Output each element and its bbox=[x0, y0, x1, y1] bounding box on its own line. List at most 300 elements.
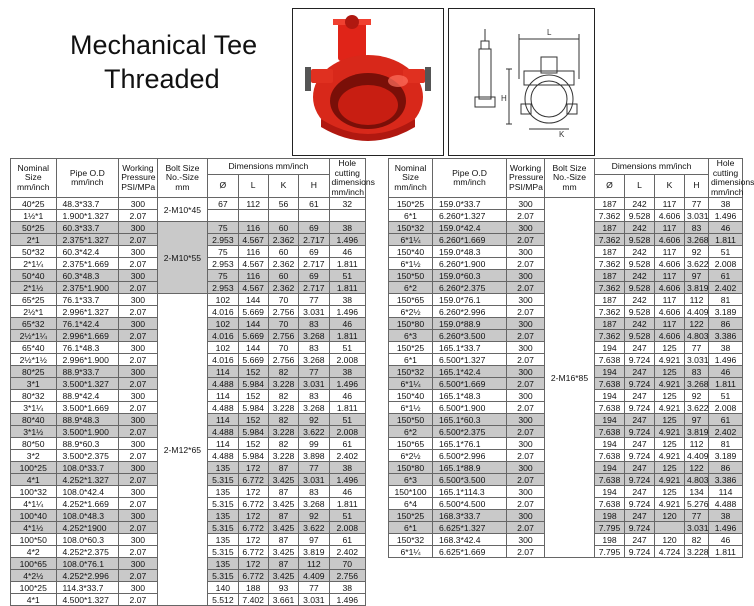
table-row bbox=[11, 294, 366, 306]
hole-cutting-cell bbox=[329, 210, 365, 222]
nominal-size-cell: 65*40 bbox=[11, 342, 57, 354]
dim-h-cell: 69 bbox=[299, 246, 329, 258]
dim-phi-cell: 194 bbox=[595, 366, 625, 378]
working-pressure-cell: 2.07 bbox=[507, 234, 545, 246]
dim-phi-cell: 187 bbox=[595, 246, 625, 258]
dim-k-cell: 87 bbox=[268, 486, 298, 498]
hole-cutting-cell: 38 bbox=[329, 366, 365, 378]
pipe-od-cell: 165.1*88.9 bbox=[433, 462, 507, 474]
bolt-size-cell: 2-M12*65 bbox=[157, 294, 208, 606]
dim-l-cell: 112 bbox=[238, 198, 268, 210]
working-pressure-cell: 2.07 bbox=[507, 450, 545, 462]
pipe-od-cell: 6.500*1.900 bbox=[433, 402, 507, 414]
dim-h-cell: 3.898 bbox=[299, 450, 329, 462]
nominal-size-cell: 150*40 bbox=[389, 246, 433, 258]
working-pressure-cell: 2.07 bbox=[507, 282, 545, 294]
hole-cutting-cell: 1.496 bbox=[329, 594, 365, 606]
label-l: L bbox=[547, 28, 552, 37]
pipe-od-cell: 165.1*114.3 bbox=[433, 486, 507, 498]
hole-cutting-cell: 1.496 bbox=[329, 474, 365, 486]
dim-phi-cell: 198 bbox=[595, 510, 625, 522]
working-pressure-cell: 300 bbox=[119, 486, 157, 498]
pipe-od-cell: 60.3*42.4 bbox=[56, 246, 119, 258]
dim-k-cell: 2.362 bbox=[268, 234, 298, 246]
nominal-size-cell: 100*50 bbox=[11, 534, 57, 546]
dim-phi-cell: 4.488 bbox=[208, 402, 238, 414]
spec-table-right bbox=[388, 158, 754, 558]
dim-l-cell bbox=[238, 210, 268, 222]
pipe-od-cell: 108.0*42.4 bbox=[56, 486, 119, 498]
dim-h-cell: 112 bbox=[299, 558, 329, 570]
working-pressure-cell: 2.07 bbox=[507, 522, 545, 534]
hole-cutting-cell: 70 bbox=[329, 558, 365, 570]
working-pressure-cell: 2.07 bbox=[507, 330, 545, 342]
working-pressure-cell: 300 bbox=[507, 342, 545, 354]
pipe-od-cell: 6.500*1.327 bbox=[433, 354, 507, 366]
dim-l-cell: 6.772 bbox=[238, 522, 268, 534]
nominal-size-cell: 50*25 bbox=[11, 222, 57, 234]
hole-cutting-cell: 38 bbox=[329, 462, 365, 474]
pipe-od-cell: 48.3*33.7 bbox=[56, 198, 119, 210]
dim-l-cell: 9.724 bbox=[625, 546, 655, 558]
dim-l-cell: 242 bbox=[625, 222, 655, 234]
dim-l-cell: 9.528 bbox=[625, 282, 655, 294]
working-pressure-cell: 300 bbox=[119, 366, 157, 378]
pipe-od-cell: 6.625*1.669 bbox=[433, 546, 507, 558]
working-pressure-cell: 300 bbox=[507, 510, 545, 522]
dim-l-cell: 247 bbox=[625, 486, 655, 498]
pipe-od-cell: 2.996*1.900 bbox=[56, 354, 119, 366]
working-pressure-cell: 2.07 bbox=[507, 426, 545, 438]
hole-cutting-cell: 1.496 bbox=[709, 210, 743, 222]
dim-h-cell: 2.717 bbox=[299, 258, 329, 270]
hole-cutting-cell: 51 bbox=[709, 246, 743, 258]
dim-k-cell: 3.425 bbox=[268, 522, 298, 534]
header-dimensions: Dimensions mm/inch bbox=[595, 159, 709, 175]
hole-cutting-cell: 51 bbox=[329, 270, 365, 282]
hole-cutting-cell: 2.008 bbox=[329, 522, 365, 534]
dim-k-cell: 87 bbox=[268, 462, 298, 474]
dim-k-cell: 82 bbox=[268, 414, 298, 426]
header-hole-cutting: Hole cutting dimensions mm/inch bbox=[329, 159, 365, 198]
dim-h-cell: 4.409 bbox=[685, 306, 709, 318]
nominal-size-cell: 150*32 bbox=[389, 534, 433, 546]
pipe-od-cell: 165.1*48.3 bbox=[433, 390, 507, 402]
dim-l-cell: 9.724 bbox=[625, 354, 655, 366]
dim-phi-cell: 4.016 bbox=[208, 330, 238, 342]
pipe-od-cell: 6.260*1.669 bbox=[433, 234, 507, 246]
dim-l-cell: 6.772 bbox=[238, 570, 268, 582]
dim-l-cell: 172 bbox=[238, 558, 268, 570]
dim-h-cell: 3.031 bbox=[299, 306, 329, 318]
hole-cutting-cell: 1.496 bbox=[329, 378, 365, 390]
dim-l-cell: 152 bbox=[238, 414, 268, 426]
pipe-od-cell: 168.3*42.4 bbox=[433, 534, 507, 546]
nominal-size-cell: 80*50 bbox=[11, 438, 57, 450]
dim-k-cell: 4.606 bbox=[655, 330, 685, 342]
pipe-od-cell: 6.500*2.996 bbox=[433, 450, 507, 462]
dim-h-cell: 3.819 bbox=[299, 546, 329, 558]
dim-l-cell: 247 bbox=[625, 462, 655, 474]
hole-cutting-cell: 2.756 bbox=[329, 570, 365, 582]
dim-k-cell: 2.756 bbox=[268, 330, 298, 342]
dim-k-cell: 3.228 bbox=[268, 378, 298, 390]
hole-cutting-cell: 1.811 bbox=[329, 258, 365, 270]
working-pressure-cell: 300 bbox=[507, 534, 545, 546]
dim-k-cell: 125 bbox=[655, 390, 685, 402]
nominal-size-cell: 2½*1 bbox=[11, 306, 57, 318]
dim-h-cell: 3.622 bbox=[299, 426, 329, 438]
dim-l-cell: 9.528 bbox=[625, 234, 655, 246]
dim-k-cell: 3.228 bbox=[268, 426, 298, 438]
dim-l-cell: 242 bbox=[625, 294, 655, 306]
dim-phi-cell: 67 bbox=[208, 198, 238, 210]
header-dimensions: Dimensions mm/inch bbox=[208, 159, 329, 175]
hole-cutting-cell: 1.811 bbox=[329, 402, 365, 414]
nominal-size-cell: 150*25 bbox=[389, 342, 433, 354]
dim-l-cell: 247 bbox=[625, 438, 655, 450]
working-pressure-cell: 300 bbox=[119, 294, 157, 306]
dim-h-cell: 4.409 bbox=[299, 570, 329, 582]
hole-cutting-cell: 86 bbox=[709, 462, 743, 474]
pipe-od-cell: 6.260*1.327 bbox=[433, 210, 507, 222]
dim-phi-cell bbox=[208, 210, 238, 222]
dim-h-cell: 2.717 bbox=[299, 234, 329, 246]
pipe-od-cell: 168.3*33.7 bbox=[433, 510, 507, 522]
hole-cutting-cell: 51 bbox=[329, 510, 365, 522]
dim-k-cell: 82 bbox=[268, 390, 298, 402]
working-pressure-cell: 2.07 bbox=[119, 306, 157, 318]
nominal-size-cell: 6*1 bbox=[389, 522, 433, 534]
hole-cutting-cell: 81 bbox=[709, 438, 743, 450]
nominal-size-cell: 4*2½ bbox=[11, 570, 57, 582]
dim-phi-cell: 7.638 bbox=[595, 426, 625, 438]
nominal-size-cell: 3*2 bbox=[11, 450, 57, 462]
dim-phi-cell: 7.362 bbox=[595, 282, 625, 294]
dim-phi-cell: 2.953 bbox=[208, 282, 238, 294]
working-pressure-cell: 300 bbox=[507, 222, 545, 234]
dim-h-cell: 77 bbox=[299, 366, 329, 378]
working-pressure-cell: 2.07 bbox=[119, 258, 157, 270]
dim-phi-cell: 4.488 bbox=[208, 450, 238, 462]
dim-l-cell: 247 bbox=[625, 510, 655, 522]
dim-phi-cell: 5.315 bbox=[208, 474, 238, 486]
header-l: L bbox=[625, 174, 655, 197]
working-pressure-cell: 2.07 bbox=[119, 570, 157, 582]
header-phi: Ø bbox=[595, 174, 625, 197]
nominal-size-cell: 150*50 bbox=[389, 270, 433, 282]
header-pipe-od: Pipe O.D mm/inch bbox=[56, 159, 119, 198]
pipe-od-cell: 76.1*33.7 bbox=[56, 294, 119, 306]
header-bolt-size: Bolt Size No.-Size mm bbox=[157, 159, 208, 198]
working-pressure-cell: 2.07 bbox=[119, 354, 157, 366]
working-pressure-cell: 300 bbox=[507, 438, 545, 450]
working-pressure-cell: 300 bbox=[119, 222, 157, 234]
dim-k-cell: 60 bbox=[268, 270, 298, 282]
pipe-od-cell: 76.1*42.4 bbox=[56, 318, 119, 330]
dim-phi-cell: 135 bbox=[208, 558, 238, 570]
pipe-od-cell: 2.375*1.669 bbox=[56, 258, 119, 270]
header-nominal-size: Nominal Size mm/inch bbox=[11, 159, 57, 198]
dim-h-cell: 92 bbox=[685, 390, 709, 402]
dim-phi-cell: 194 bbox=[595, 342, 625, 354]
pipe-od-cell: 6.260*1.900 bbox=[433, 258, 507, 270]
pipe-od-cell: 88.9*48.3 bbox=[56, 414, 119, 426]
nominal-size-cell: 100*40 bbox=[11, 510, 57, 522]
hole-cutting-cell: 1.496 bbox=[329, 306, 365, 318]
dim-k-cell: 4.921 bbox=[655, 450, 685, 462]
pipe-od-cell: 88.9*33.7 bbox=[56, 366, 119, 378]
dim-l-cell: 5.984 bbox=[238, 426, 268, 438]
dim-k-cell: 4.921 bbox=[655, 474, 685, 486]
dim-k-cell: 117 bbox=[655, 198, 685, 210]
working-pressure-cell: 300 bbox=[507, 462, 545, 474]
working-pressure-cell: 2.07 bbox=[507, 474, 545, 486]
bolt-size-cell: 2-M10*45 bbox=[157, 198, 208, 222]
dim-l-cell: 4.567 bbox=[238, 234, 268, 246]
dim-phi-cell: 4.016 bbox=[208, 306, 238, 318]
dim-k-cell: 4.724 bbox=[655, 546, 685, 558]
nominal-size-cell: 2½*1¼ bbox=[11, 330, 57, 342]
working-pressure-cell: 300 bbox=[119, 246, 157, 258]
header-working-pressure: Working Pressure PSI/MPa bbox=[119, 159, 157, 198]
dim-k-cell: 117 bbox=[655, 246, 685, 258]
hole-cutting-cell: 1.496 bbox=[329, 234, 365, 246]
dim-phi-cell: 187 bbox=[595, 294, 625, 306]
hole-cutting-cell: 2.402 bbox=[329, 450, 365, 462]
pipe-od-cell: 4.252*1900 bbox=[56, 522, 119, 534]
hole-cutting-cell: 2.402 bbox=[709, 282, 743, 294]
hole-cutting-cell: 51 bbox=[329, 414, 365, 426]
dim-h-cell: 69 bbox=[299, 222, 329, 234]
pipe-od-cell: 88.9*60.3 bbox=[56, 438, 119, 450]
working-pressure-cell: 300 bbox=[119, 510, 157, 522]
dim-h-cell: 83 bbox=[299, 318, 329, 330]
dim-l-cell: 9.724 bbox=[625, 426, 655, 438]
working-pressure-cell: 2.07 bbox=[507, 498, 545, 510]
dim-h-cell: 83 bbox=[685, 366, 709, 378]
dim-h-cell: 97 bbox=[685, 270, 709, 282]
dim-h-cell: 3.031 bbox=[299, 378, 329, 390]
nominal-size-cell: 4*1¼ bbox=[11, 498, 57, 510]
hole-cutting-cell: 38 bbox=[329, 582, 365, 594]
dim-l-cell: 5.669 bbox=[238, 306, 268, 318]
dim-l-cell: 9.724 bbox=[625, 498, 655, 510]
hole-cutting-cell: 46 bbox=[329, 318, 365, 330]
hole-cutting-cell: 2.008 bbox=[709, 258, 743, 270]
dim-h-cell: 2.717 bbox=[299, 282, 329, 294]
dim-l-cell: 6.772 bbox=[238, 474, 268, 486]
dim-h-cell: 122 bbox=[685, 462, 709, 474]
working-pressure-cell: 300 bbox=[507, 414, 545, 426]
hole-cutting-cell: 32 bbox=[329, 198, 365, 210]
dim-phi-cell: 102 bbox=[208, 294, 238, 306]
dim-k-cell: 125 bbox=[655, 486, 685, 498]
dim-k-cell: 3.228 bbox=[268, 402, 298, 414]
nominal-size-cell: 150*32 bbox=[389, 366, 433, 378]
hole-cutting-cell: 38 bbox=[709, 198, 743, 210]
working-pressure-cell: 300 bbox=[507, 270, 545, 282]
dim-l-cell: 242 bbox=[625, 270, 655, 282]
dim-l-cell: 9.724 bbox=[625, 450, 655, 462]
hole-cutting-cell: 3.386 bbox=[709, 330, 743, 342]
dim-phi-cell: 4.488 bbox=[208, 378, 238, 390]
dim-k-cell: 82 bbox=[268, 366, 298, 378]
nominal-size-cell: 100*25 bbox=[11, 462, 57, 474]
working-pressure-cell: 300 bbox=[507, 318, 545, 330]
hole-cutting-cell: 86 bbox=[709, 318, 743, 330]
technical-drawing bbox=[448, 8, 595, 156]
working-pressure-cell: 300 bbox=[119, 390, 157, 402]
hole-cutting-cell: 81 bbox=[709, 294, 743, 306]
dim-k-cell: 125 bbox=[655, 438, 685, 450]
nominal-size-cell: 6*1¼ bbox=[389, 378, 433, 390]
dim-h-cell: 97 bbox=[299, 534, 329, 546]
working-pressure-cell: 300 bbox=[507, 294, 545, 306]
dim-l-cell: 247 bbox=[625, 390, 655, 402]
working-pressure-cell: 2.07 bbox=[507, 378, 545, 390]
hole-cutting-cell: 2.008 bbox=[709, 402, 743, 414]
hole-cutting-cell: 1.811 bbox=[329, 330, 365, 342]
dim-phi-cell: 7.638 bbox=[595, 354, 625, 366]
hole-cutting-cell: 2.402 bbox=[329, 546, 365, 558]
dim-k-cell: 4.606 bbox=[655, 282, 685, 294]
nominal-size-cell: 50*32 bbox=[11, 246, 57, 258]
nominal-size-cell: 80*25 bbox=[11, 366, 57, 378]
pipe-od-cell: 165.1*33.7 bbox=[433, 342, 507, 354]
dim-h-cell: 92 bbox=[299, 414, 329, 426]
hole-cutting-cell: 38 bbox=[329, 222, 365, 234]
dim-k-cell: 56 bbox=[268, 198, 298, 210]
working-pressure-cell: 300 bbox=[507, 246, 545, 258]
nominal-size-cell: 6*1¼ bbox=[389, 546, 433, 558]
pipe-od-cell: 2.996*1.327 bbox=[56, 306, 119, 318]
dim-l-cell: 9.724 bbox=[625, 402, 655, 414]
dim-h-cell: 83 bbox=[685, 222, 709, 234]
dim-k-cell: 4.606 bbox=[655, 306, 685, 318]
hole-cutting-cell: 46 bbox=[329, 390, 365, 402]
page-title bbox=[70, 28, 290, 96]
nominal-size-cell: 150*100 bbox=[389, 486, 433, 498]
dim-l-cell: 242 bbox=[625, 246, 655, 258]
dim-k-cell: 87 bbox=[268, 558, 298, 570]
pipe-od-cell: 2.996*1.669 bbox=[56, 330, 119, 342]
dim-l-cell: 172 bbox=[238, 486, 268, 498]
header-phi: Ø bbox=[208, 174, 238, 197]
dim-h-cell: 3.031 bbox=[685, 210, 709, 222]
nominal-size-cell: 4*1 bbox=[11, 474, 57, 486]
dim-phi-cell: 7.638 bbox=[595, 474, 625, 486]
hole-cutting-cell: 51 bbox=[329, 342, 365, 354]
dim-k-cell: 120 bbox=[655, 534, 685, 546]
dim-phi-cell: 7.362 bbox=[595, 330, 625, 342]
hole-cutting-cell: 2.402 bbox=[709, 426, 743, 438]
dim-h-cell: 4.803 bbox=[685, 330, 709, 342]
dim-h-cell: 3.268 bbox=[299, 330, 329, 342]
nominal-size-cell: 150*25 bbox=[389, 510, 433, 522]
dim-k-cell: 3.425 bbox=[268, 546, 298, 558]
table-row bbox=[11, 198, 366, 210]
dim-phi-cell: 194 bbox=[595, 390, 625, 402]
nominal-size-cell: 100*65 bbox=[11, 558, 57, 570]
dim-h-cell: 83 bbox=[299, 390, 329, 402]
hole-cutting-cell: 1.811 bbox=[329, 282, 365, 294]
dim-h-cell: 3.031 bbox=[685, 354, 709, 366]
dim-phi-cell: 140 bbox=[208, 582, 238, 594]
dim-l-cell: 152 bbox=[238, 438, 268, 450]
dim-phi-cell: 7.638 bbox=[595, 498, 625, 510]
hole-cutting-cell: 1.811 bbox=[329, 498, 365, 510]
pipe-od-cell: 4.252*1.669 bbox=[56, 498, 119, 510]
dim-l-cell: 247 bbox=[625, 366, 655, 378]
dim-h-cell: 4.803 bbox=[685, 474, 709, 486]
dim-k-cell: 125 bbox=[655, 414, 685, 426]
dim-k-cell: 125 bbox=[655, 366, 685, 378]
working-pressure-cell: 300 bbox=[119, 414, 157, 426]
pipe-od-cell: 4.252*2.996 bbox=[56, 570, 119, 582]
dim-h-cell: 3.268 bbox=[685, 378, 709, 390]
dim-h-cell: 83 bbox=[299, 342, 329, 354]
dim-phi-cell: 7.362 bbox=[595, 258, 625, 270]
dim-phi-cell: 5.315 bbox=[208, 498, 238, 510]
dim-phi-cell: 135 bbox=[208, 462, 238, 474]
working-pressure-cell: 2.07 bbox=[119, 522, 157, 534]
working-pressure-cell: 2.07 bbox=[119, 546, 157, 558]
dim-h-cell: 77 bbox=[299, 294, 329, 306]
dim-h-cell: 77 bbox=[685, 342, 709, 354]
dim-h-cell: 5.276 bbox=[685, 498, 709, 510]
nominal-size-cell: 4*1 bbox=[11, 594, 57, 606]
working-pressure-cell: 300 bbox=[119, 438, 157, 450]
pipe-od-cell: 165.1*60.3 bbox=[433, 414, 507, 426]
dim-h-cell: 3.268 bbox=[299, 354, 329, 366]
dim-phi-cell: 114 bbox=[208, 366, 238, 378]
nominal-size-cell: 100*32 bbox=[11, 486, 57, 498]
nominal-size-cell: 4*2 bbox=[11, 546, 57, 558]
spec-table-left bbox=[10, 158, 375, 606]
dim-l-cell: 188 bbox=[238, 582, 268, 594]
pipe-od-cell: 108.0*76.1 bbox=[56, 558, 119, 570]
dim-h-cell: 99 bbox=[299, 438, 329, 450]
working-pressure-cell: 300 bbox=[507, 486, 545, 498]
pipe-od-cell: 88.9*42.4 bbox=[56, 390, 119, 402]
nominal-size-cell: 40*25 bbox=[11, 198, 57, 210]
dim-l-cell: 9.528 bbox=[625, 330, 655, 342]
pipe-od-cell: 108.0*60.3 bbox=[56, 534, 119, 546]
dim-h-cell: 82 bbox=[685, 534, 709, 546]
mechanical-tee-image bbox=[293, 9, 443, 155]
nominal-size-cell: 6*2½ bbox=[389, 450, 433, 462]
dim-phi-cell: 4.016 bbox=[208, 354, 238, 366]
dim-phi-cell: 4.488 bbox=[208, 426, 238, 438]
working-pressure-cell: 300 bbox=[507, 366, 545, 378]
dim-h-cell: 92 bbox=[685, 246, 709, 258]
dim-h-cell: 77 bbox=[685, 510, 709, 522]
dim-l-cell: 172 bbox=[238, 462, 268, 474]
dim-l-cell: 242 bbox=[625, 318, 655, 330]
dim-phi-cell: 194 bbox=[595, 438, 625, 450]
hole-cutting-cell: 46 bbox=[329, 246, 365, 258]
dim-k-cell: 3.228 bbox=[268, 450, 298, 462]
pipe-od-cell: 4.252*1.327 bbox=[56, 474, 119, 486]
working-pressure-cell: 2.07 bbox=[119, 330, 157, 342]
dim-k-cell: 120 bbox=[655, 510, 685, 522]
hole-cutting-cell: 1.811 bbox=[709, 546, 743, 558]
dim-phi-cell: 102 bbox=[208, 318, 238, 330]
dim-k-cell: 4.921 bbox=[655, 498, 685, 510]
dim-l-cell: 9.724 bbox=[625, 522, 655, 534]
pipe-od-cell: 2.375*1.900 bbox=[56, 282, 119, 294]
